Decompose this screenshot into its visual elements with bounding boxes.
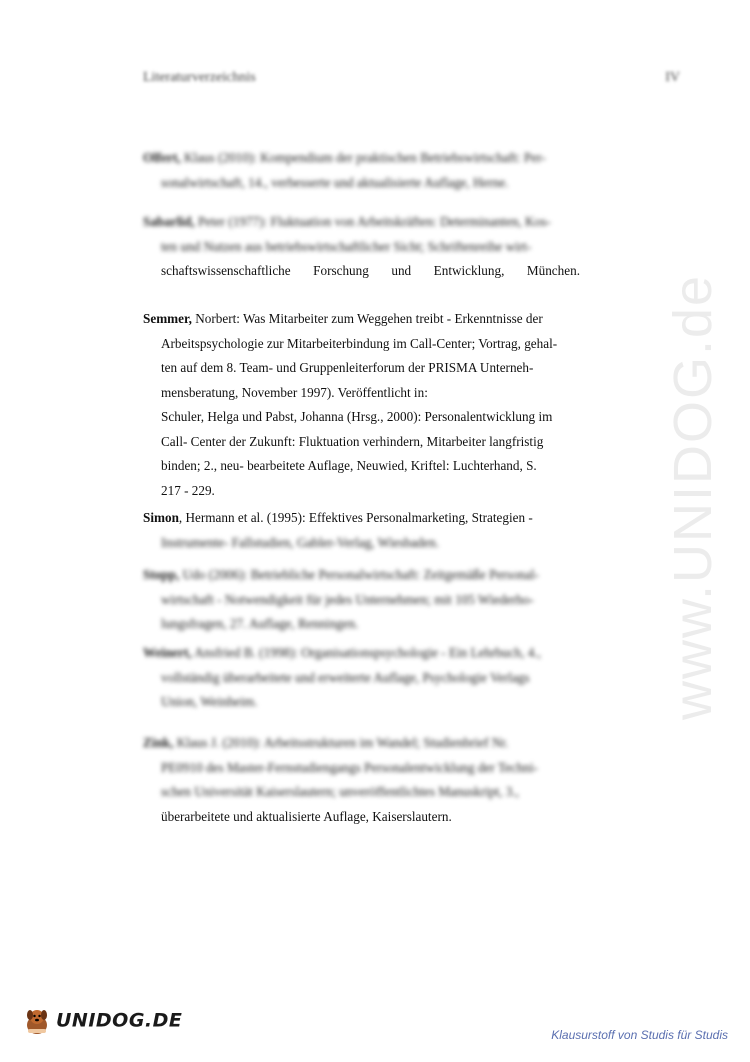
header-title: Literaturverzeichnis bbox=[143, 70, 256, 85]
footer-tagline: Klausurstoff von Studis für Studis bbox=[551, 1028, 728, 1042]
bibliography-entry-sabarlid bbox=[143, 210, 580, 284]
entry-continuation: lungsfragen, 27. Auflage, Renningen. bbox=[161, 616, 359, 631]
entry-continuation: ten auf dem 8. Team- und Gruppenleiterforum der PRISMA Unterneh- bbox=[161, 360, 534, 375]
entry-continuation: schaftswissenschaftliche Forschung und Entwicklung, München. bbox=[161, 263, 580, 278]
bibliography-entry-zink bbox=[143, 731, 580, 829]
entry-continuation: schen Universität Kaiserslautern; unveröffentlichtes Manuskript, 3., bbox=[161, 784, 519, 799]
entry-continuation: ten und Nutzen aus betriebswirtschaftlicher Sicht; Schriftenreihe wirt- bbox=[161, 238, 532, 254]
bibliography-entry-weinert bbox=[143, 641, 580, 715]
entry-author: Olfert, bbox=[143, 150, 181, 165]
page-header bbox=[143, 70, 680, 86]
entry-text: Ansfried B. (1998): Organisationspsychologie - Ein Lehrbuch, 4., bbox=[191, 645, 541, 660]
dog-mascot-icon bbox=[22, 1006, 52, 1036]
entry-text: Klaus J. (2010): Arbeitsstrukturen im Wandel; Studienbrief Nr. bbox=[173, 735, 509, 750]
page-number: IV bbox=[665, 70, 680, 85]
entry-continuation: 217 - 229. bbox=[161, 482, 215, 498]
entry-continuation: wirtschaft - Notwendigkeit für jedes Unternehmen; mit 105 Wiederho- bbox=[161, 591, 534, 607]
entry-author: Semmer, bbox=[143, 311, 192, 326]
entry-continuation: Call- Center der Zukunft: Fluktuation verhindern, Mitarbeiter langfristig bbox=[161, 433, 544, 449]
entry-text: Klaus (2010): Kompendium der praktischen Betriebswirtschaft: Per- bbox=[180, 150, 546, 165]
entry-text: , Hermann et al. (1995): Effektives Personalmarketing, Strategien - bbox=[178, 510, 533, 525]
entry-continuation: Arbeitspsychologie zur Mitarbeiterbindung im Call-Center; Vortrag, gehal- bbox=[161, 335, 558, 351]
entry-text: Norbert: Was Mitarbeiter zum Weggehen treibt - Erkenntnisse der bbox=[191, 311, 543, 326]
unidog-logo[interactable] bbox=[22, 1006, 182, 1036]
entry-continuation: sonalwirtschaft, 14., verbesserte und aktualisierte Auflage, Herne. bbox=[161, 174, 509, 190]
entry-continuation: Instrumente- Fallstudien, Gabler-Verlag, Wiesbaden. bbox=[161, 534, 440, 550]
logo-text: UNIDOG.DE bbox=[56, 1009, 183, 1032]
entry-author: Simon bbox=[143, 510, 179, 525]
bibliography-entry-olfert bbox=[143, 146, 580, 195]
entry-author: Weinert, bbox=[143, 645, 192, 660]
entry-continuation: überarbeitete und aktualisierte Auflage, Kaiserslautern. bbox=[161, 808, 452, 824]
entry-continuation: vollständig überarbeitete und erweiterte Auflage, Psychologie Verlags bbox=[161, 669, 530, 685]
entry-text: Udo (2006): Betriebliche Personalwirtschaft: Zeitgemäße Personal- bbox=[179, 567, 539, 582]
entry-continuation: mensberatung, November 1997). Veröffentlicht in: bbox=[161, 384, 428, 400]
entry-continuation: binden; 2., neu- bearbeitete Auflage, Neuwied, Kriftel: Luchterhand, S. bbox=[161, 458, 537, 473]
entry-continuation: PE0910 des Master-Fernstudiengangs Personalentwicklung der Techni- bbox=[161, 759, 538, 775]
entry-author: Sabarlid, bbox=[143, 214, 195, 229]
bibliography-entry-semmer bbox=[143, 307, 580, 503]
entry-author: Stopp, bbox=[143, 567, 180, 582]
bibliography-entry-simon bbox=[143, 506, 580, 555]
entry-continuation: Union, Weinheim. bbox=[161, 694, 258, 709]
bibliography-entry-stopp bbox=[143, 563, 580, 637]
entry-author: Zink, bbox=[143, 735, 174, 750]
entry-continuation: Schuler, Helga und Pabst, Johanna (Hrsg., 2000): Personalentwicklung im bbox=[161, 409, 553, 424]
entry-text: Peter (1977): Fluktuation von Arbeitskräften: Determinanten, Kos- bbox=[194, 214, 551, 229]
watermark-text: www.UNIDOG.de bbox=[663, 273, 723, 720]
